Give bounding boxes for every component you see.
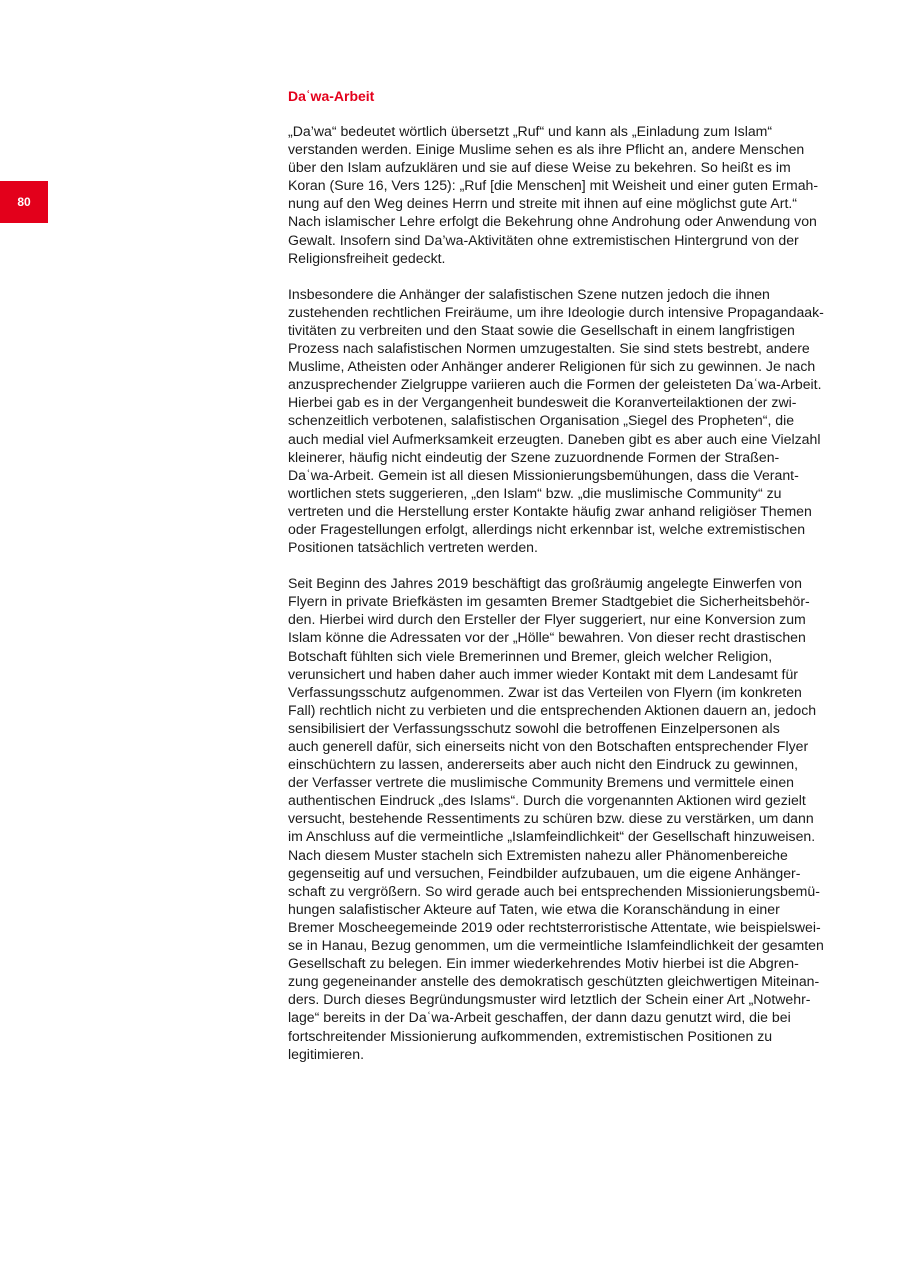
text-line: Bremer Moscheegemeinde 2019 oder rechtsterroristische Attentate, wie beispielswei- (288, 918, 821, 935)
text-line: vertreten und die Herstellung erster Kontakte häufig zwar anhand religiöser Themen (288, 502, 812, 519)
text-line: über den Islam aufzuklären und sie auf diese Weise zu bekehren. So heißt es im (288, 159, 791, 176)
text-line: Positionen tatsächlich vertreten werden. (288, 539, 538, 556)
text-line: Verfassungsschutz aufgenommen. Zwar ist das Verteilen von Flyern (im konkreten (288, 683, 802, 700)
text-line: „Da’wa“ bedeutet wörtlich übersetzt „Ruf“ und kann als „Einladung zum Islam“ (288, 123, 773, 139)
paragraph (288, 285, 836, 556)
text-line: verunsichert und haben daher auch immer wieder Kontakt mit dem Landesamt für (288, 665, 798, 682)
text-line: Religionsfreiheit gedeckt. (288, 249, 446, 266)
text-line: Daʿwa-Arbeit. Gemein ist all diesen Missionierungsbemühungen, dass die Verant- (288, 466, 799, 483)
text-line: im Anschluss auf die vermeintliche „Islamfeindlichkeit“ der Gesellschaft hinzuweisen. (288, 828, 816, 845)
text-line: schenzeitlich verbotenen, salafistischen Organisation „Siegel des Propheten“, die (288, 412, 795, 429)
text-line: Flyern in private Briefkästen im gesamten Bremer Stadtgebiet die Sicherheitsbehör- (288, 593, 810, 610)
text-line: tivitäten zu verbreiten und den Staat sowie die Gesellschaft in einem langfristigen (288, 321, 795, 338)
text-line: Hierbei gab es in der Vergangenheit bundesweit die Koranverteilaktionen der zwi- (288, 394, 797, 411)
text-line: Nach diesem Muster stacheln sich Extremisten nahezu aller Phänomenbereiche (288, 846, 788, 863)
text-line: Gewalt. Insofern sind Da’wa-Aktivitäten ohne extremistischen Hintergrund von der (288, 231, 799, 248)
text-line: oder Fragestellungen erfolgt, allerdings nicht erkennbar ist, welche extremistischen (288, 520, 806, 537)
text-line: se in Hanau, Bezug genommen, um die vermeintliche Islamfeindlichkeit der gesamten (288, 937, 824, 954)
text-line: versucht, bestehende Ressentiments zu schüren bzw. diese zu verstärken, um dann (288, 810, 814, 827)
text-line: fortschreitender Missionierung aufkommenden, extremistischen Positionen zu (288, 1027, 773, 1044)
text-line: Botschaft fühlten sich viele Bremerinnen und Bremer, gleich welcher Religion, (288, 647, 773, 664)
text-line: hungen salafistischer Akteure auf Taten, wie etwa die Koranschändung in einer (288, 900, 780, 917)
text-line: verstanden werden. Einige Muslime sehen es als ihre Pflicht an, andere Menschen (288, 141, 805, 158)
text-line: wortlichen stets suggerieren, „den Islam“ bzw. „die muslimische Community“ zu (288, 484, 782, 501)
text-line: Prozess nach salafistischen Normen umzugestalten. Sie sind stets bestrebt, andere (288, 340, 810, 357)
text-line: auch generell dafür, sich einerseits nicht von den Botschaften entsprechender Flyer (288, 738, 809, 754)
article-section (288, 87, 836, 1081)
text-line: Islam könne die Adressaten vor der „Hölle“ bewahren. Von dieser recht drastischen (288, 629, 806, 646)
text-line: den. Hierbei wird durch den Ersteller der Flyer suggeriert, nur eine Konversion zum (288, 611, 806, 628)
text-line: ders. Durch dieses Begründungsmuster wird letztlich der Schein einer Art „Notwehr- (288, 991, 811, 1008)
text-line: zung gegeneinander anstelle des demokratisch geschützten gleichwertigen Miteinan- (288, 973, 820, 990)
section-heading: Daʿwa-Arbeit (288, 88, 375, 104)
page-number: 80 (17, 195, 31, 209)
body-text (288, 122, 836, 1063)
text-line: zustehenden rechtlichen Freiräume, um ihre Ideologie durch intensive Propagandaak- (288, 303, 824, 320)
text-line: Fall) rechtlich nicht zu verbieten und die entsprechenden Aktionen dauern an, jedoch (288, 701, 817, 718)
text-line: kleinerer, häufig nicht eindeutig der Szene zuzuordnende Formen der Straßen- (288, 448, 780, 465)
paragraph (288, 574, 836, 1063)
text-line: schaft zu vergrößern. So wird gerade auch bei entsprechenden Missionierungsbemü- (288, 882, 820, 899)
text-line: der Verfasser vertrete die muslimische Community Bremens und vermittele einen (288, 774, 795, 791)
paragraph (288, 122, 836, 267)
text-line: sensibilisiert der Verfassungsschutz sowohl die betroffenen Einzelpersonen als (288, 719, 780, 736)
text-line: Seit Beginn des Jahres 2019 beschäftigt das großräumig angelegte Einwerfen von (288, 575, 802, 592)
text-line: legitimieren. (288, 1045, 364, 1062)
text-line: Koran (Sure 16, Vers 125): „Ruf [die Menschen] mit Weisheit und einer guten Ermah- (288, 177, 819, 194)
text-line: gegenseitig auf und versuchen, Feindbilder aufzubauen, um die eigene Anhänger- (288, 864, 801, 881)
text-line: lage“ bereits in der Daʿwa-Arbeit geschaffen, der dann dazu genutzt wird, die bei (288, 1009, 791, 1026)
text-line: Muslime, Atheisten oder Anhänger anderer Religionen für sich zu gewinnen. Je nach (288, 358, 816, 375)
text-line: authentischen Eindruck „des Islams“. Durch die vorgenannten Aktionen wird gezielt (288, 792, 806, 809)
text-line: Gesellschaft zu belegen. Ein immer wiederkehrendes Motiv hierbei ist die Abgren- (288, 955, 799, 972)
text-line: nung auf den Weg deines Herrn und streite mit ihnen auf eine möglichst gute Art.“ (288, 195, 797, 212)
text-line: einschüchtern zu lassen, andererseits aber auch nicht den Eindruck zu gewinnen, (288, 756, 799, 773)
text-line: auch medial viel Aufmerksamkeit erzeugten. Daneben gibt es aber auch eine Vielzahl (288, 430, 821, 447)
text-line: Nach islamischer Lehre erfolgt die Bekehrung ohne Androhung oder Anwendung von (288, 213, 817, 230)
page-number-tab (0, 181, 48, 223)
text-line: anzusprechender Zielgruppe variieren auch die Formen der geleisteten Daʿwa-Arbeit. (288, 376, 822, 393)
text-line: Insbesondere die Anhänger der salafistischen Szene nutzen jedoch die ihnen (288, 285, 770, 302)
